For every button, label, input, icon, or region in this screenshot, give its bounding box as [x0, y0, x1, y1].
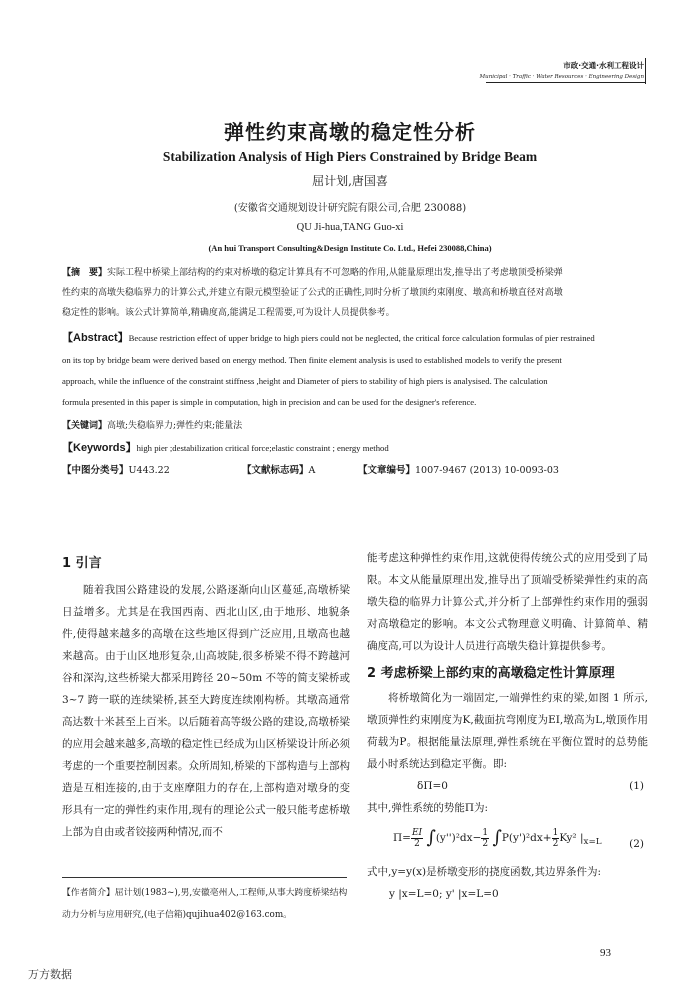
- page-number: 93: [600, 947, 611, 959]
- header-rule: [486, 82, 645, 83]
- section-2-heading: 2 考虑桥梁上部约束的高墩稳定性计算原理: [367, 666, 615, 681]
- keywords-en: [62, 438, 646, 459]
- affiliation-en: (An hui Transport Consulting&Design Institute Co. Ltd., Hefei 230088,China): [208, 243, 492, 253]
- boundary-intro: 式中,y=y(x)是桥墩变形的挠度函数,其边界条件为:: [367, 866, 601, 878]
- paper-title-cn: 弹性约束高墩的稳定性分析: [224, 120, 476, 144]
- abstract-cn-label: 【摘 要】: [62, 268, 108, 278]
- equation-2-number: (2): [629, 838, 644, 850]
- document-code: 【文献标志码】A: [242, 465, 316, 476]
- boundary-conditions: y |x=L=0; y' |x=L=0: [389, 888, 499, 900]
- footnote-rule: [62, 877, 347, 878]
- abstract-cn-line: 实际工程中桥梁上部结构的约束对桥墩的稳定计算具有不可忽略的作用,从能量原理出发,推导出了考虑墩顶受桥梁弹: [107, 268, 563, 278]
- abstract-en-line: approach, while the influence of the constraint stiffness ,height and Diameter of piers to stability of high piers is analysised. The calculation: [62, 376, 548, 386]
- abstract-en-line: Because restriction effect of upper bridge to high piers could not be neglected, the critical force calculation formulas of pier restrained: [128, 333, 595, 343]
- potential-energy-intro: 其中,弹性系统的势能Π为:: [367, 802, 489, 814]
- abstract-cn-line: 稳定性的影响。该公式计算简单,精确度高,能满足工程需要,可为设计人员提供参考。: [62, 308, 395, 318]
- keywords-en-label: 【Keywords】: [62, 442, 137, 454]
- keywords-en-text: high pier ;destabilization critical force;elastic constraint ; energy method: [136, 443, 389, 453]
- affiliation-cn: (安徽省交通规划设计研究院有限公司,合肥 230088): [233, 203, 467, 214]
- watermark: 万方数据: [28, 968, 72, 981]
- abstract-en-line: on its top by bridge beam were derived based on energy method. Then finite element analysis is used to established models to verify the present: [62, 355, 562, 365]
- section-1-heading: 1 引言: [62, 556, 102, 571]
- abstract-cn-line: 性约束的高墩失稳临界力的计算公式,并建立有限元模型验证了公式的正确性,同时分析了墩顶约束刚度、墩高和桥墩直径对高墩: [62, 288, 563, 298]
- author-footnote: 【作者简介】屈计划(1983~),男,安徽亳州人,工程师,从事大跨度桥梁结构动力分析与应用研究,(电子信箱)qujihua402@163.com。: [62, 888, 348, 920]
- equation-1-number: (1): [629, 780, 644, 792]
- keywords-cn-text: 高墩;失稳临界力;弹性约束;能量法: [107, 421, 243, 431]
- running-header-cn: 市政·交通·水利工程设计: [563, 61, 644, 70]
- section-2-paragraph: 将桥墩简化为一端固定,一端弹性约束的梁,如图 1 所示,墩顶弹性约束刚度为K,截面抗弯刚度为EI,墩高为L,墩顶作用荷载为P。根据能量法原理,弹性系统在平衡位置时的总势能最小时系统达到稳定平衡。即:: [367, 692, 648, 770]
- paper-title-en: Stabilization Analysis of High Piers Constrained by Bridge Beam: [162, 149, 538, 164]
- authors-cn: 屈计划,唐国喜: [312, 174, 388, 188]
- equation-2-body: Π= $\frac{EI}{2}$ ∫(y'')²dx− $\frac{1}{2}$ ∫P(y')²dx+ $\frac{1}{2}$ Ky² $|_{x=L}$: [393, 827, 602, 849]
- abstract-cn: [62, 263, 646, 323]
- abstract-en: [62, 328, 646, 413]
- header-vertical-rule: [645, 58, 646, 84]
- section-1-paragraph: 随着我国公路建设的发展,公路逐渐向山区蔓延,高墩桥梁日益增多。尤其是在我国西南、西北山区,由于地形、地貌条件,使得越来越多的高墩在这些地区得到广泛应用,且墩高也越来越高。由于山区地形复杂,山高坡陡,很多桥梁不得不跨越河谷和深沟,这些桥梁大都采用跨径 20~50m 不等的简支梁桥或 3~7 跨一联的连续梁桥,甚至大跨度连续刚构桥。其墩高通常高达数十米甚至上百米。以后随着高等级公路的建设,高墩桥梁的应用会越来越多,高墩的稳定性已经成为山区桥梁设计所必须考虑的一个重要控制因素。众所周知,桥梁的下部构造与上部构造是互相连接的,由于支座摩阻力的存在,上部构造对墩身的变形具有一定的弹性约束作用,现有的理论公式一般只能考虑桥墩上部为自由或者铰接两种情况,而不: [62, 584, 350, 838]
- clc-number: 【中图分类号】U443.22: [62, 465, 170, 476]
- keywords-cn-label: 【关键词】: [62, 421, 108, 431]
- equation-1: [367, 775, 648, 797]
- right-column: [367, 547, 648, 905]
- equation-1-body: δΠ=0: [417, 780, 448, 792]
- authors-en: QU Ji-hua,TANG Guo-xi: [296, 222, 404, 233]
- abstract-en-label: 【Abstract】: [62, 332, 129, 344]
- left-column: [62, 553, 350, 843]
- intro-continuation: 能考虑这种弹性约束作用,这就使得传统公式的应用受到了局限。本文从能量原理出发,推导出了顶端受桥梁弹性约束的高墩失稳的临界力计算公式,并分析了上部弹性约束作用的强弱对高墩稳定的影响。本文公式物理意义明确、计算简单、精确度高,可以为设计人员进行高墩失稳计算提供参考。: [367, 552, 648, 652]
- abstract-en-line: formula presented in this paper is simple in computation, high in precision and can be used for the designer's reference.: [62, 397, 477, 407]
- equation-2: [367, 821, 648, 861]
- running-header-en: Municipal · Traffic · Water Resources · Engineering Design: [479, 74, 644, 80]
- article-number: 【文章编号】1007-9467 (2013) 10-0093-03: [358, 465, 559, 476]
- keywords-cn: [62, 416, 646, 436]
